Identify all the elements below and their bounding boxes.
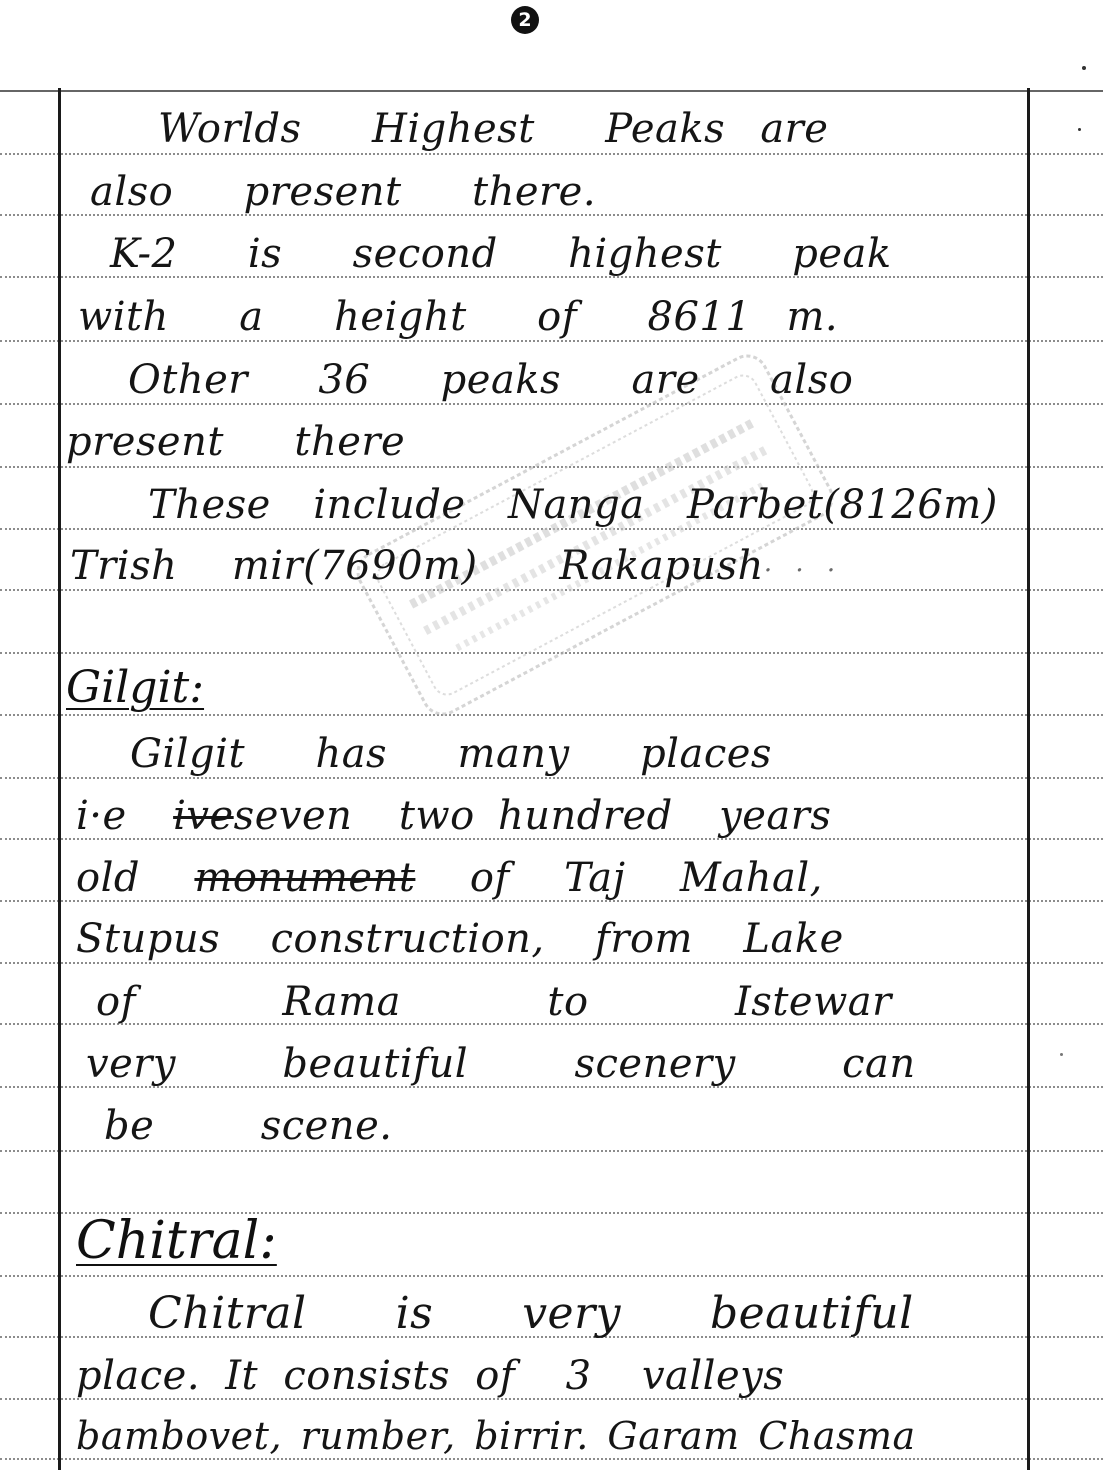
text-line <box>76 854 823 902</box>
text-line <box>70 542 836 595</box>
section-heading-gilgit: Gilgit: <box>66 662 205 713</box>
text-line: present there <box>66 419 406 465</box>
text-line: very beautiful scenery can <box>86 1041 916 1087</box>
text-line: also present there. <box>90 169 597 215</box>
text-line: with a height of 8611 m. <box>78 294 839 340</box>
ink-speck <box>1082 66 1086 70</box>
text-line <box>76 792 831 840</box>
right-margin-line <box>1027 88 1030 1470</box>
text-line: place. It consists of 3 valleys <box>76 1353 785 1399</box>
ink-speck <box>1078 128 1081 131</box>
page-number-badge: 2 <box>511 6 539 34</box>
text-fragment: i·e <box>76 793 174 839</box>
text-line: Worlds Highest Peaks are <box>158 106 829 152</box>
text-line: be scene. <box>104 1103 393 1149</box>
struck-word: ive <box>173 793 234 839</box>
ruled-line <box>0 714 1103 716</box>
ruled-line <box>0 1150 1103 1152</box>
text-line: Chitral is very beautiful <box>148 1288 914 1339</box>
text-line: Gilgit has many places <box>130 731 772 777</box>
text-line: bambovet, rumber, birrir. Garam Chasma <box>76 1414 916 1458</box>
ink-speck <box>1060 1053 1063 1056</box>
text-fragment: old <box>76 855 195 901</box>
text-line: K-2 is second highest peak <box>110 231 892 277</box>
ruled-line <box>0 153 1103 155</box>
ruled-line <box>0 90 1103 92</box>
section-heading-chitral: Chitral: <box>76 1211 277 1271</box>
text-line: Stupus construction, from Lake <box>76 916 844 962</box>
text-line-main: Trish mir(7690m) Rakapush <box>70 543 764 589</box>
ruled-line <box>0 1275 1103 1277</box>
text-line: These include Nanga Parbet(8126m) <box>148 482 998 528</box>
text-line: of Rama to Istewar <box>96 979 892 1025</box>
text-fragment: of Taj Mahal, <box>415 855 823 901</box>
text-line: Other 36 peaks are also <box>128 357 854 403</box>
illegible-scribble: · · · <box>763 556 836 586</box>
text-fragment: seven two hundred years <box>233 793 832 839</box>
left-margin-line <box>58 88 61 1470</box>
struck-word: monument <box>194 855 416 901</box>
